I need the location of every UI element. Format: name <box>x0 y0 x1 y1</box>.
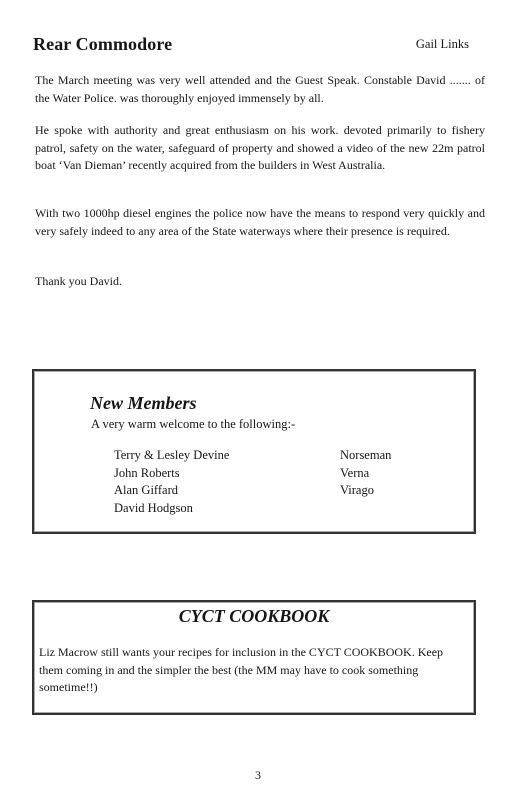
boat-name: Virago <box>340 483 374 497</box>
section-title: Rear Commodore <box>33 34 173 54</box>
boat-name: Norseman <box>340 448 392 462</box>
member-name: Terry & Lesley Devine <box>114 448 230 462</box>
member-name: John Roberts <box>114 465 180 480</box>
article-paragraph: The March meeting was very well attended and the Guest Speak. Constable David ....... of the Water Police. was thoroughly enjoyed immensely by all. <box>35 73 485 105</box>
new-members-intro: A very warm welcome to the following:- <box>91 417 296 431</box>
page-number: 3 <box>255 768 261 782</box>
cookbook-title: CYCT COOKBOOK <box>178 606 330 626</box>
boat-name-list <box>340 447 391 500</box>
member-name: David Hodgson <box>114 500 193 515</box>
boat-name: Verna <box>340 465 370 480</box>
author-name: Gail Links <box>415 37 469 51</box>
cookbook-box <box>32 600 476 715</box>
new-members-title: New Members <box>90 393 197 413</box>
article-paragraph: He spoke with authority and great enthusiasm on his work. devoted primarily to fishery patrol, safety on the water, safeguard of property and showed a video of the new 22m patrol boat ‘Van Dieman’ recently acquired from the builders in West Australia. <box>35 123 485 172</box>
member-name: Alan Giffard <box>114 483 178 497</box>
cookbook-text: Liz Macrow still wants your recipes for inclusion in the CYCT COOKBOOK. Keep them coming in and the simpler the best (the MM may have to cook something sometime!!) <box>39 645 444 694</box>
member-name-list <box>114 447 229 517</box>
article-heading <box>33 34 469 58</box>
article-paragraph: Thank you David. <box>35 274 122 288</box>
article-paragraph: With two 1000hp diesel engines the police now have the means to respond very quickly and very safely indeed to any area of the State waterways where their presence is required. <box>35 206 485 238</box>
new-members-box <box>32 369 476 534</box>
